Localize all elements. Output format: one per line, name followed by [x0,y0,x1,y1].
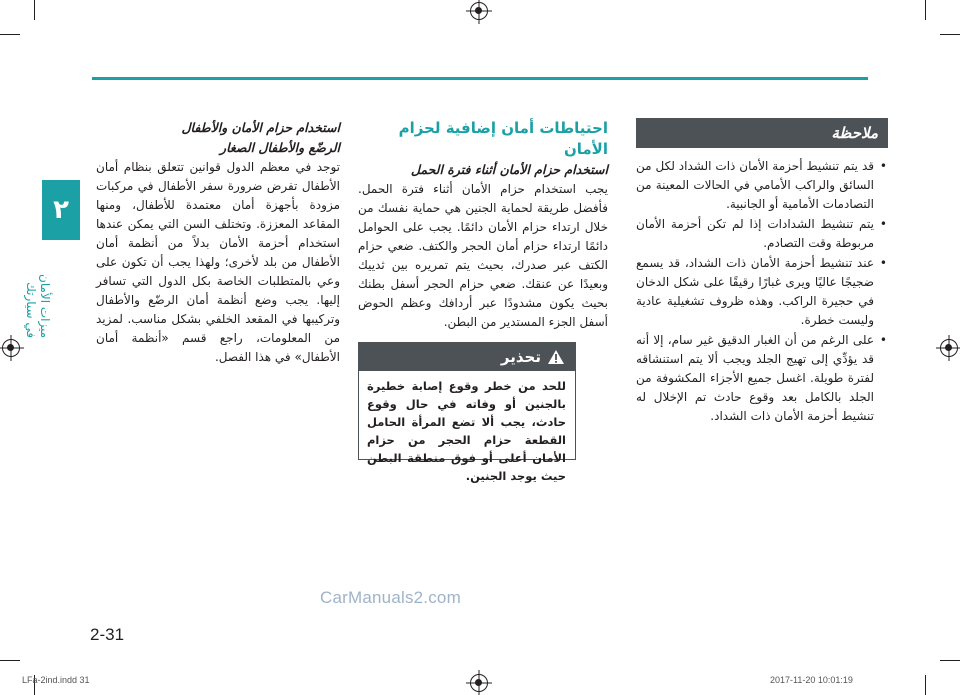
note-item: • قد يتم تنشيط أحزمة الأمان ذات الشداد لكل من السائق والراكب الأمامي في الحالات المعينة من التصادمات الأمامية أو الجانبية. [636,157,888,214]
notes-list [636,157,888,426]
children-seatbelt-section [96,118,340,367]
watermark: CarManuals2.com [320,588,461,607]
page-number: 2-31 [90,625,125,644]
registration-mark-icon [470,2,488,20]
header-rule [92,77,868,80]
registration-mark-icon [940,339,958,357]
crop-mark [925,675,926,695]
crop-mark [940,34,960,35]
note-item: • يتم تنشيط الشدادات إذا لم تكن أحزمة الأمان مربوطة وقت التصادم. [636,215,888,253]
section-subtitle: استخدام حزام الأمان أثناء فترة الحمل [410,162,608,177]
registration-mark-icon [2,339,20,357]
crop-mark [940,660,960,661]
note-item: • على الرغم من أن الغبار الدقيق غير سام، إلا أنه قد يؤدِّي إلى تهيج الجلد ويجب ألا يتم استنشاقه لفترة طويلة. اغسل جميع الأجزاء المكشوفة من الجلد بالكامل بعد وقوع حادث تم الإخلال له تنشيط أحزمة الأمان ذات الشداد. [636,331,888,426]
notes-column [636,118,888,427]
section-subtitle: الرضّع والأطفال الصغار [220,140,340,155]
note-header [636,118,888,148]
warning-text: للحد من خطر وقوع إصابة خطيرة بالجنين أو وفاته في حال وقوع حادث، يجب ألا تضع المرأة الحامل القطعة حزام الحجر من حزام الأمان أعلى أو فوق منطقة البطن حيث يوجد الجنين. [367,379,566,483]
crop-mark [34,0,35,20]
chapter-tab [42,180,80,240]
note-header-label: ملاحظة [831,123,878,142]
section-title: استخدام حزام الأمان والأطفال [181,120,340,135]
warning-header [359,343,575,371]
warning-label: تحذير [500,348,541,366]
note-item: • عند تنشيط أحزمة الأمان ذات الشداد، قد يسمع ضجيجًا عاليًا ويرى غبارًا رقيقًا على شكل الدخان في حجيرة الراكب. وهذه ظروف تشغيلية عادية وليست خطرة. [636,254,888,330]
additional-precautions-section [358,118,608,332]
crop-mark [0,660,20,661]
section-body: توجد في معظم الدول قوانين تتعلق بنظام أمان الأطفال تفرض ضرورة سفر الأطفال في مركبات مزودة بأجهزة أمان معتمدة للأطفال، ومنها المقاعد المعززة. وتختلف السن التي يمكن عندها استخدام أحزمة الأمان بدلاً من أنظمة أمان الأطفال من بلد لأخرى؛ ولهذا يجب أن تكون على وعي بالمتطلبات الخاصة بكل الدول التي تسافر إليها. يجب وضع أنظمة أمان الرضّع والأطفال وتركيبها في المقعد الخلفي بشكل مناسب. لمزيد من المعلومات، راجع قسم «أنظمة أمان الأطفال» في هذا الفصل. [96,160,340,364]
section-body: يجب استخدام حزام الأمان أثناء فترة الحمل. فأفضل طريقة لحماية الجنين هي حماية نفسك من خلال ارتداء حزام الأمان دائمًا. يجب على الحوامل دائمًا ارتداء حزام أمان الحجر والكتف. ضعي حزام الكتف عبر صدرك، بحيث يتم تمريره بين ثدييك وبعيدًا عن عنقك. ضعي حزام الحجر أسفل بطنك بحيث يكون مشدودًا عبر أردافك وعظم الحوض أسفل الجزء المستدير من البطن. [358,182,608,329]
warning-box [358,342,576,483]
section-title: احتياطات أمان إضافية لحزام الأمان [398,119,608,158]
chapter-number: ٢ [53,195,69,225]
footer-timestamp: 2017-11-20 10:01:19 [770,675,853,685]
footer-file: LFa-2ind.indd 31 [22,675,90,685]
crop-mark [0,34,20,35]
crop-mark [925,0,926,20]
warning-triangle-icon [547,349,565,365]
chapter-side-label: ميزات الأمان في سيارتك [24,273,52,338]
registration-mark-icon [470,674,488,692]
